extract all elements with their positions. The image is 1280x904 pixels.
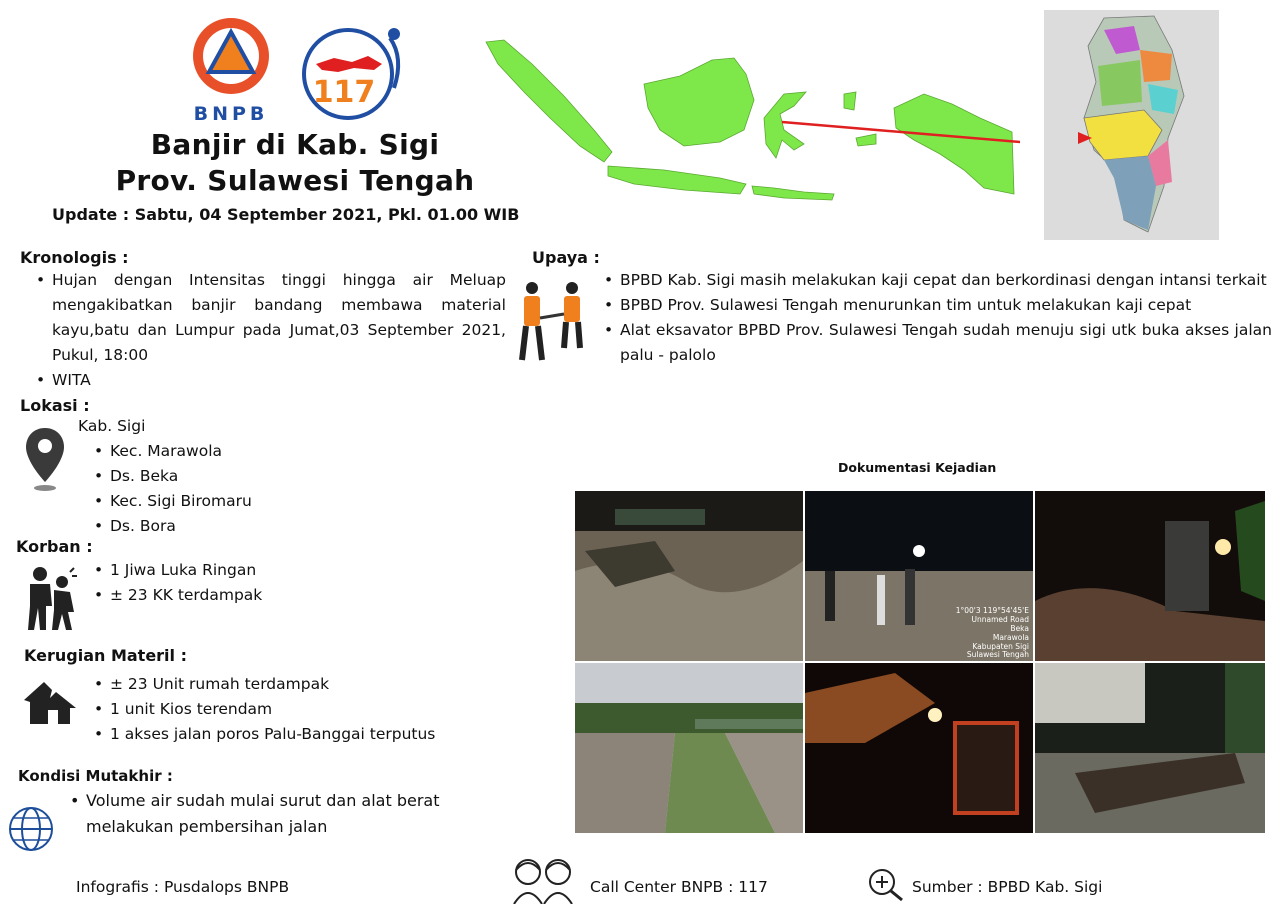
kerugian-list (88, 672, 435, 747)
photo-stamp-line: 1°00'3 119°54'45'E (955, 606, 1029, 615)
footer-sumber: Sumber : BPBD Kab. Sigi (912, 878, 1103, 896)
kronologis-heading: Kronologis : (20, 248, 129, 267)
kondisi-heading: Kondisi Mutakhir : (18, 767, 173, 785)
kronologis-list (30, 268, 506, 393)
injured-people-icon (24, 566, 78, 632)
lokasi-list (78, 414, 252, 539)
list-item: • 1 akses jalan poros Palu-Banggai terputus (88, 722, 435, 747)
photo-stamp-line: Sulawesi Tengah (966, 650, 1029, 659)
photo-flooded-house (1035, 663, 1265, 833)
list-item: • ± 23 Unit rumah terdampak (88, 672, 435, 697)
list-item: • WITA (30, 368, 506, 393)
list-item: • 1 Jiwa Luka Ringan (88, 558, 262, 583)
korban-heading: Korban : (16, 537, 93, 556)
bnpb-logo-text: BNPB (193, 103, 269, 125)
photo-stamp-line: Marawola (992, 633, 1029, 642)
photo-grid (575, 491, 1263, 833)
page-title-line1: Banjir di Kab. Sigi (150, 128, 440, 161)
list-item: • Hujan dengan Intensitas tinggi hingga air Meluap mengakibatkan banjir bandang membawa material kayu,batu dan Lumpur pada Jumat,03 September 2021, Pukul, 18:00 (30, 268, 506, 368)
list-item: • BPBD Prov. Sulawesi Tengah menurunkan tim untuk melakukan kaji cepat (598, 293, 1272, 318)
globe-icon (6, 804, 56, 854)
list-item: • Ds. Beka (88, 464, 252, 489)
rescue-workers-icon (512, 278, 588, 362)
list-item: • 1 unit Kios terendam (88, 697, 435, 722)
photo-excavator-cab (805, 663, 1033, 833)
sigi-region-map (1044, 10, 1219, 240)
kondisi-list (64, 788, 504, 840)
upaya-heading: Upaya : (532, 248, 600, 267)
list-item: • Volume air sudah mulai surut dan alat berat melakukan pembersihan jalan (64, 788, 504, 840)
update-timestamp: Update : Sabtu, 04 September 2021, Pkl. 01.00 WIB (52, 205, 520, 224)
korban-list (88, 558, 262, 608)
indonesia-map (484, 34, 1020, 214)
photo-stamp-line: Unnamed Road (971, 615, 1029, 624)
lokasi-heading: Lokasi : (20, 396, 90, 415)
photo-flood-debris (575, 491, 803, 661)
list-item: • Kec. Sigi Biromaru (88, 489, 252, 514)
page-title-line2: Prov. Sulawesi Tengah (115, 164, 475, 197)
damaged-house-icon (22, 678, 78, 724)
dokumentasi-title: Dokumentasi Kejadian (838, 460, 997, 475)
location-pin-icon (24, 426, 66, 494)
magnifier-icon (866, 866, 906, 902)
photo-flooded-river (575, 663, 803, 833)
footer-callcenter: Call Center BNPB : 117 (590, 878, 768, 896)
logo-117-number: 117 (312, 75, 376, 110)
photo-excavator-night (1035, 491, 1265, 661)
lokasi-kab: Kab. Sigi (78, 417, 146, 435)
pusdalops-117-logo (294, 18, 412, 126)
list-item: • Alat eksavator BPBD Prov. Sulawesi Tengah sudah menuju sigi utk buka akses jalan palu - palolo (598, 318, 1272, 368)
upaya-list (598, 268, 1272, 368)
bnpb-logo (186, 16, 276, 126)
list-item: • Kec. Marawola (88, 439, 252, 464)
call-center-icon (506, 854, 582, 904)
photo-stamp-line: Beka (1010, 624, 1029, 633)
list-item: • ± 23 KK terdampak (88, 583, 262, 608)
kerugian-heading: Kerugian Materil : (24, 646, 187, 665)
photo-night-road (805, 491, 1033, 661)
list-item: • Ds. Bora (88, 514, 252, 539)
footer-infografis: Infografis : Pusdalops BNPB (76, 878, 290, 896)
photo-stamp-line: Kabupaten Sigi (972, 642, 1029, 651)
list-item: • BPBD Kab. Sigi masih melakukan kaji cepat dan berkordinasi dengan intansi terkait (598, 268, 1272, 293)
